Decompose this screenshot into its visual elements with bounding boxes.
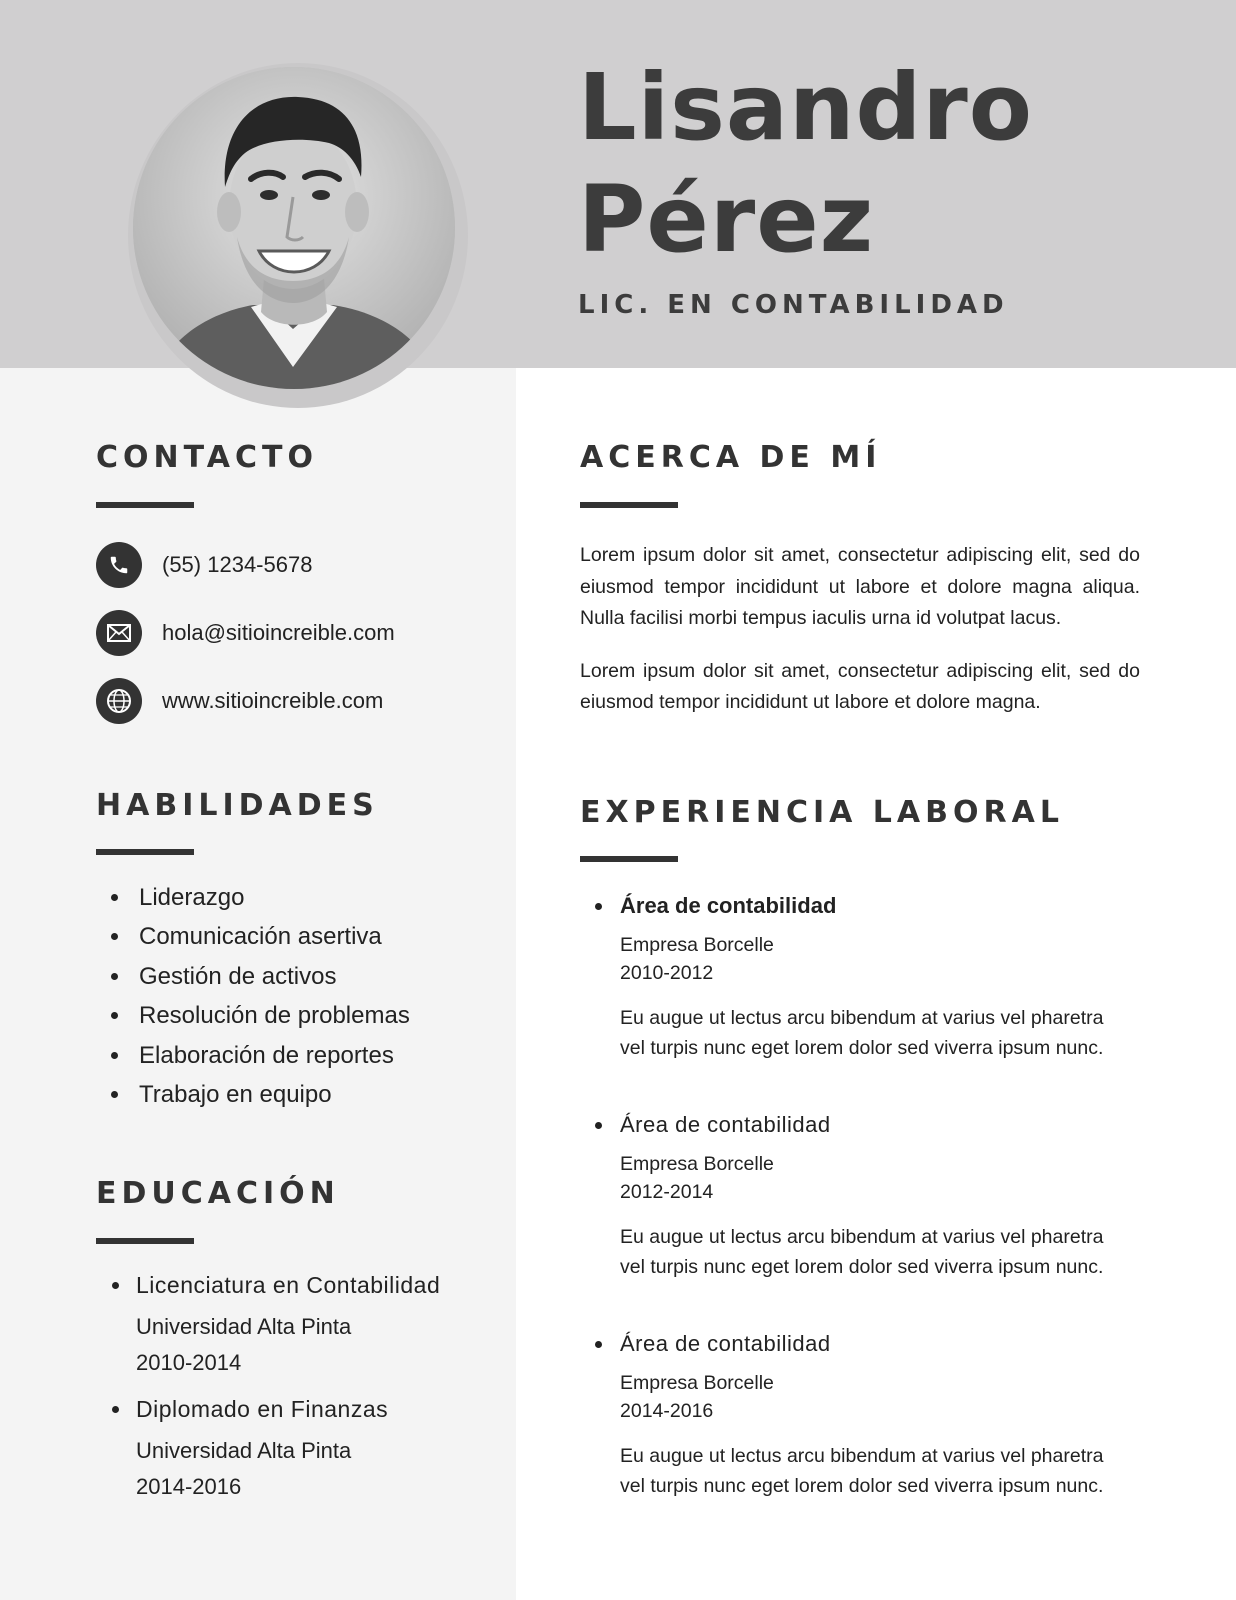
globe-icon xyxy=(96,678,142,724)
experience-years: 2010-2012 xyxy=(620,962,714,984)
education-years: 2014-2016 xyxy=(136,1474,242,1499)
contact-email: hola@sitioincreible.com xyxy=(162,620,395,645)
experience-company: Empresa Borcelle xyxy=(620,1372,774,1394)
education-item xyxy=(96,1265,440,1381)
experience-desc-line: vel turpis nunc eget lorem dolor sed viverra ipsum nunc. xyxy=(620,1037,1104,1059)
contact-title: CONTACTO xyxy=(96,440,318,475)
profile-photo xyxy=(133,67,455,389)
education-school: Universidad Alta Pinta xyxy=(136,1314,352,1339)
skill-item: Liderazgo xyxy=(96,878,410,917)
contact-phone: (55) 1234-5678 xyxy=(162,552,313,577)
skill-item: Resolución de problemas xyxy=(96,996,410,1035)
education-school: Universidad Alta Pinta xyxy=(136,1438,352,1463)
job-title: LIC. EN CONTABILIDAD xyxy=(578,290,1009,320)
bullet xyxy=(595,1122,602,1129)
education-list xyxy=(96,1265,440,1505)
contact-email-row xyxy=(96,609,395,657)
education-degree: Diplomado en Finanzas xyxy=(136,1396,389,1422)
bullet xyxy=(595,1341,602,1348)
skills-list xyxy=(96,878,410,1114)
experience-role: Área de contabilidad xyxy=(620,1112,831,1137)
experience-company: Empresa Borcelle xyxy=(620,934,774,956)
first-name: Lisandro xyxy=(578,54,1033,161)
experience-desc-line: vel turpis nunc eget lorem dolor sed viverra ipsum nunc. xyxy=(620,1475,1104,1497)
education-degree: Licenciatura en Contabilidad xyxy=(136,1272,441,1298)
contact-rule xyxy=(96,502,194,508)
about-paragraph: Lorem ipsum dolor sit amet, consectetur adipiscing elit, sed do eiusmod tempor incididunt ut labore et dolore magna aliqua. Nulla facilisi morbi tempus iaculis urna id volutpat lacus. xyxy=(580,544,1140,629)
education-rule xyxy=(96,1238,194,1244)
about-rule xyxy=(580,502,678,508)
contact-phone-row xyxy=(96,541,312,589)
education-title: EDUCACIÓN xyxy=(96,1176,340,1211)
about-text xyxy=(580,540,1140,740)
experience-item xyxy=(580,887,1140,1063)
skills-title: HABILIDADES xyxy=(96,788,379,823)
experience-desc-line: Eu augue ut lectus arcu bibendum at varius vel pharetra xyxy=(620,1445,1104,1467)
experience-desc-line: vel turpis nunc eget lorem dolor sed viverra ipsum nunc. xyxy=(620,1256,1104,1278)
contact-website: www.sitioincreible.com xyxy=(162,688,384,713)
experience-rule xyxy=(580,856,678,862)
experience-years: 2012-2014 xyxy=(620,1181,714,1203)
about-paragraph: Lorem ipsum dolor sit amet, consectetur adipiscing elit, sed do eiusmod tempor incididunt ut labore et dolore magna. xyxy=(580,659,1140,713)
last-name: Pérez xyxy=(578,166,875,273)
experience-item xyxy=(580,1325,1140,1501)
skill-item: Gestión de activos xyxy=(96,957,410,996)
phone-icon xyxy=(96,542,142,588)
experience-desc-line: Eu augue ut lectus arcu bibendum at varius vel pharetra xyxy=(620,1007,1104,1029)
full-name xyxy=(578,52,1033,276)
bullet xyxy=(595,903,602,910)
experience-item xyxy=(580,1106,1140,1282)
skill-item: Trabajo en equipo xyxy=(96,1075,410,1114)
contact-website-row xyxy=(96,677,383,725)
experience-role: Área de contabilidad xyxy=(620,1331,831,1356)
experience-desc-line: Eu augue ut lectus arcu bibendum at varius vel pharetra xyxy=(620,1226,1104,1248)
mail-icon xyxy=(96,610,142,656)
education-item xyxy=(96,1389,440,1505)
skill-item: Comunicación asertiva xyxy=(96,917,410,956)
skill-item: Elaboración de reportes xyxy=(96,1036,410,1075)
experience-years: 2014-2016 xyxy=(620,1400,714,1422)
experience-company: Empresa Borcelle xyxy=(620,1153,774,1175)
experience-role: Área de contabilidad xyxy=(620,893,837,918)
education-years: 2010-2014 xyxy=(136,1350,242,1375)
experience-title: EXPERIENCIA LABORAL xyxy=(580,795,1064,830)
about-title: ACERCA DE MÍ xyxy=(580,440,882,475)
skills-rule xyxy=(96,849,194,855)
